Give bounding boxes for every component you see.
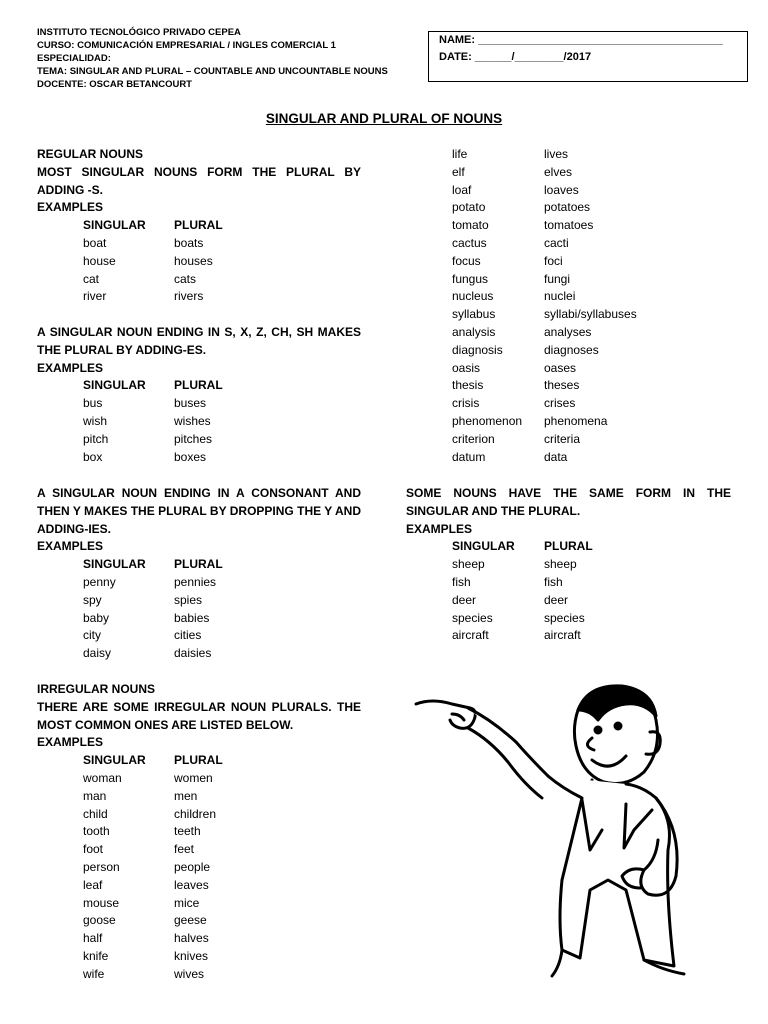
table-row [452,431,736,449]
col-plural: PLURAL [174,753,223,768]
singular-word: datum [452,449,486,464]
table-row [83,966,361,984]
singular-word: box [83,449,103,464]
name-field[interactable]: NAME: ________________________________________ [439,34,723,46]
table-rows [83,235,361,306]
singular-word: tooth [83,824,110,839]
table-row [83,806,361,824]
plural-word: crises [544,396,576,411]
singular-word: diagnosis [452,342,503,357]
header-line: INSTITUTO TECNOLÓGICO PRIVADO CEPEA [37,27,241,38]
plural-word: fish [544,574,563,589]
table-row [83,610,361,628]
singular-word: nucleus [452,289,494,304]
examples-label: EXAMPLES [37,539,104,554]
col-plural: PLURAL [174,557,223,572]
singular-word: criterion [452,431,495,446]
col-plural: PLURAL [174,218,223,233]
plural-word: elves [544,164,573,179]
table-header [83,377,361,395]
table-header [452,538,731,556]
singular-word: half [83,931,103,946]
table-row [452,182,736,200]
pointing-man-illustration [412,680,702,980]
singular-word: focus [452,253,481,268]
section-heading: IRREGULAR NOUNS [37,682,156,696]
singular-word: tomato [452,218,489,233]
table-row [83,895,361,913]
table-row [452,413,736,431]
plural-word: sheep [544,557,577,572]
plural-word: oases [544,360,577,375]
table-row [452,627,731,645]
plural-word: cacti [544,235,569,250]
section-rule: THERE ARE SOME IRREGULAR NOUN PLURALS. THE MOST COMMON ONES ARE LISTED BELOW. [37,699,361,732]
table-row [83,627,361,645]
singular-word: species [452,610,493,625]
table-row [83,449,361,467]
section-es [37,324,361,466]
examples-table [83,556,361,663]
plural-word: aircraft [544,628,581,643]
plural-word: leaves [174,877,209,892]
plural-word: phenomena [544,413,608,428]
examples-table [83,217,361,306]
singular-word: boat [83,235,107,250]
examples-label: EXAMPLES [37,360,104,375]
singular-word: life [452,147,468,161]
table-row [83,235,361,253]
singular-word: loaf [452,182,472,197]
header-line: TEMA: SINGULAR AND PLURAL – COUNTABLE AND UNCOUNTABLE NOUNS [37,66,388,77]
singular-word: fungus [452,271,489,286]
table-rows [452,556,731,645]
examples-table [452,538,731,645]
section-rule: MOST SINGULAR NOUNS FORM THE PLURAL BY ADDING -S. [37,164,361,197]
examples-label: EXAMPLES [37,735,104,750]
singular-word: knife [83,948,109,963]
table-row [452,199,736,217]
plural-word: theses [544,378,580,393]
table-row [83,912,361,930]
header-line: ESPECIALIDAD: [37,53,111,64]
singular-word: spy [83,592,102,607]
table-rows [452,146,736,466]
singular-word: bus [83,396,103,411]
table-row [452,342,736,360]
section-rule: A SINGULAR NOUN ENDING IN A CONSONANT AND THEN Y MAKES THE PLURAL BY DROPPING THE Y AND ADDING-IES. [37,486,361,536]
plural-word: diagnoses [544,342,599,357]
plural-word: syllabi/syllabuses [544,307,637,322]
singular-word: house [83,253,116,268]
singular-word: deer [452,592,477,607]
plural-word: data [544,449,568,464]
table-row [452,377,736,395]
table-row [452,288,736,306]
plural-word: pennies [174,574,217,589]
table-row [452,271,736,289]
plural-word: analyses [544,324,592,339]
table-row [83,877,361,895]
singular-word: elf [452,164,465,179]
plural-word: feet [174,842,195,857]
plural-word: pitches [174,431,213,446]
singular-word: leaf [83,877,103,892]
plural-word: loaves [544,182,579,197]
singular-word: penny [83,574,116,589]
singular-word: thesis [452,378,484,393]
singular-word: cat [83,271,100,286]
plural-word: knives [174,948,209,963]
page-title: SINGULAR AND PLURAL OF NOUNS [265,111,503,126]
table-row [83,271,361,289]
table-row [452,146,736,164]
col-singular: SINGULAR [83,753,146,768]
singular-word: pitch [83,431,109,446]
plural-word: boats [174,235,204,250]
table-rows [83,574,361,663]
plural-word: teeth [174,824,201,839]
header-line: DOCENTE: OSCAR BETANCOURT [37,79,192,90]
singular-word: fish [452,574,471,589]
singular-word: child [83,806,108,821]
plural-word: boxes [174,449,207,464]
col-singular: SINGULAR [83,557,146,572]
plural-word: children [174,806,217,821]
singular-word: mouse [83,895,120,910]
table-row [452,449,736,467]
section-irregular-continued [406,146,736,466]
plural-word: mice [174,895,200,910]
plural-word: daisies [174,646,212,661]
table-row [83,948,361,966]
table-row [452,235,736,253]
singular-word: river [83,289,107,304]
singular-word: baby [83,610,110,625]
table-header [83,556,361,574]
plural-word: lives [544,147,569,161]
col-singular: SINGULAR [83,218,146,233]
plural-word: nuclei [544,289,576,304]
table-row [452,556,731,574]
table-row [83,253,361,271]
plural-word: cats [174,271,197,286]
table-row [452,574,731,592]
table-row [83,645,361,663]
table-row [83,788,361,806]
plural-word: spies [174,592,203,607]
table-row [452,360,736,378]
examples-table [452,146,736,466]
singular-word: potato [452,200,486,215]
col-plural: PLURAL [544,539,593,554]
table-rows [83,395,361,466]
section-rule: SOME NOUNS HAVE THE SAME FORM IN THE SINGULAR AND THE PLURAL. [406,486,731,518]
table-row [83,431,361,449]
plural-word: fungi [544,271,571,286]
table-row [83,395,361,413]
plural-word: houses [174,253,213,268]
table-row [452,610,731,628]
plural-word: people [174,859,211,874]
singular-word: aircraft [452,628,489,643]
section-regular [37,146,361,306]
table-row [83,288,361,306]
plural-word: cities [174,628,202,643]
singular-word: city [83,628,101,643]
singular-word: foot [83,842,104,857]
plural-word: foci [544,253,563,268]
col-singular: SINGULAR [452,539,515,554]
document-header [37,26,388,91]
singular-word: woman [83,770,122,785]
table-row [452,324,736,342]
section-irregular [37,681,361,984]
singular-word: man [83,788,107,803]
singular-word: phenomenon [452,413,523,428]
plural-word: deer [544,592,569,607]
section-heading: REGULAR NOUNS [37,147,144,161]
table-row [452,253,736,271]
plural-word: women [174,770,213,785]
plural-word: tomatoes [544,218,594,233]
plural-word: rivers [174,289,204,304]
section-same-form [406,485,731,645]
table-row [452,217,736,235]
plural-word: buses [174,396,207,411]
singular-word: wish [83,413,108,428]
table-row [83,413,361,431]
plural-word: geese [174,913,207,928]
plural-word: species [544,610,585,625]
table-row [452,395,736,413]
singular-word: oasis [452,360,481,375]
plural-word: wishes [174,413,211,428]
plural-word: criteria [544,431,581,446]
singular-word: sheep [452,557,485,572]
plural-word: babies [174,610,210,625]
header-line: CURSO: COMUNICACIÓN EMPRESARIAL / INGLES COMERCIAL 1 [37,40,336,51]
table-row [452,164,736,182]
col-plural: PLURAL [174,378,223,393]
plural-word: wives [174,966,205,981]
examples-label: EXAMPLES [37,200,104,215]
section-ies [37,485,361,663]
table-header [83,752,361,770]
singular-word: goose [83,913,116,928]
plural-word: men [174,788,198,803]
singular-word: crisis [452,396,480,411]
table-row [83,574,361,592]
section-rule: A SINGULAR NOUN ENDING IN S, X, Z, CH, SH MAKES THE PLURAL BY ADDING-ES. [37,325,361,357]
student-info-box [428,31,748,82]
plural-word: potatoes [544,200,591,215]
plural-word: halves [174,931,209,946]
col-singular: SINGULAR [83,378,146,393]
table-row [83,592,361,610]
singular-word: wife [83,966,105,981]
table-row [83,770,361,788]
examples-table [83,752,361,983]
table-row [452,306,736,324]
table-row [83,859,361,877]
examples-label: EXAMPLES [406,521,473,536]
examples-table [83,377,361,466]
singular-word: analysis [452,324,496,339]
date-field[interactable]: DATE: ______/________/2017 [439,51,592,63]
singular-word: daisy [83,646,112,661]
table-row [83,841,361,859]
singular-word: person [83,859,120,874]
singular-word: syllabus [452,307,496,322]
table-row [83,930,361,948]
table-header [83,217,361,235]
table-rows [83,770,361,984]
table-row [452,592,731,610]
table-row [83,823,361,841]
singular-word: cactus [452,235,487,250]
